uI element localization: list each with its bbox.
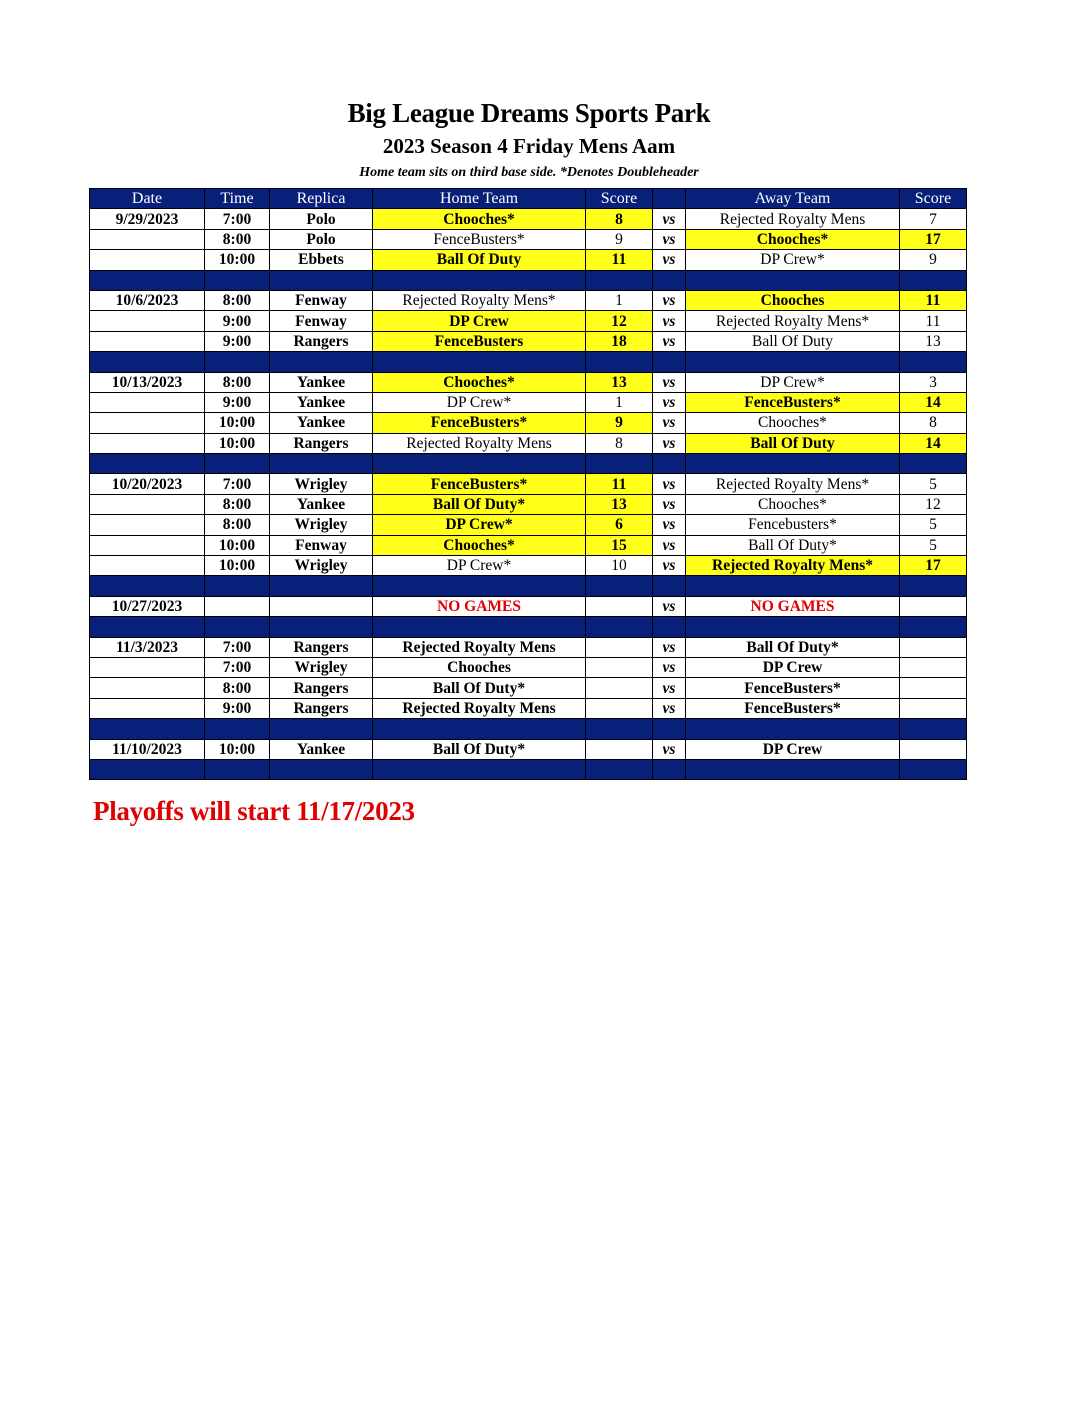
time-cell: 10:00: [205, 739, 270, 759]
header-row: [90, 189, 967, 209]
home-team-cell: Ball Of Duty*: [373, 678, 586, 698]
separator-cell: [900, 352, 967, 372]
away-team-cell: Chooches*: [686, 229, 900, 249]
time-cell: 10:00: [205, 535, 270, 555]
separator-cell: [586, 454, 653, 474]
time-cell: 9:00: [205, 698, 270, 718]
separator-cell: [373, 576, 586, 596]
separator-cell: [205, 719, 270, 739]
away-team-cell: NO GAMES: [686, 596, 900, 616]
game-row: [90, 698, 967, 718]
header-replica: Replica: [270, 189, 373, 209]
home-score-cell: 18: [586, 331, 653, 351]
separator-cell: [686, 617, 900, 637]
time-cell: 8:00: [205, 515, 270, 535]
home-team-cell: Chooches*: [373, 535, 586, 555]
home-score-cell: 11: [586, 250, 653, 270]
home-score-cell: 1: [586, 290, 653, 310]
time-cell: 7:00: [205, 637, 270, 657]
date-cell: 10/27/2023: [90, 596, 205, 616]
vs-cell: vs: [653, 290, 686, 310]
separator-row: [90, 454, 967, 474]
separator-cell: [90, 759, 205, 779]
home-score-cell: [586, 637, 653, 657]
time-cell: 7:00: [205, 209, 270, 229]
away-team-cell: Rejected Royalty Mens: [686, 209, 900, 229]
replica-cell: Wrigley: [270, 515, 373, 535]
time-cell: 7:00: [205, 657, 270, 677]
schedule-table: [89, 188, 967, 780]
vs-cell: vs: [653, 515, 686, 535]
time-cell: 9:00: [205, 311, 270, 331]
date-cell: [90, 229, 205, 249]
separator-cell: [586, 759, 653, 779]
separator-cell: [653, 352, 686, 372]
separator-cell: [90, 719, 205, 739]
away-score-cell: 3: [900, 372, 967, 392]
separator-cell: [270, 759, 373, 779]
away-team-cell: DP Crew: [686, 739, 900, 759]
separator-cell: [270, 454, 373, 474]
header-date: Date: [90, 189, 205, 209]
header-home-score: Score: [586, 189, 653, 209]
away-score-cell: 17: [900, 556, 967, 576]
game-row: [90, 331, 967, 351]
home-score-cell: [586, 678, 653, 698]
away-score-cell: 13: [900, 331, 967, 351]
away-score-cell: 5: [900, 535, 967, 555]
separator-cell: [205, 576, 270, 596]
game-row: [90, 413, 967, 433]
home-team-cell: FenceBusters*: [373, 229, 586, 249]
game-row: [90, 229, 967, 249]
game-row: [90, 209, 967, 229]
vs-cell: vs: [653, 494, 686, 514]
away-team-cell: Ball Of Duty: [686, 331, 900, 351]
replica-cell: Wrigley: [270, 556, 373, 576]
away-score-cell: 11: [900, 290, 967, 310]
replica-cell: Wrigley: [270, 657, 373, 677]
replica-cell: Wrigley: [270, 474, 373, 494]
separator-cell: [900, 719, 967, 739]
away-score-cell: 12: [900, 494, 967, 514]
replica-cell: Yankee: [270, 739, 373, 759]
vs-cell: vs: [653, 596, 686, 616]
vs-cell: vs: [653, 698, 686, 718]
separator-cell: [586, 576, 653, 596]
game-row: [90, 433, 967, 453]
away-score-cell: [900, 678, 967, 698]
game-row: [90, 392, 967, 412]
vs-cell: vs: [653, 209, 686, 229]
separator-row: [90, 617, 967, 637]
time-cell: 9:00: [205, 331, 270, 351]
game-row: [90, 474, 967, 494]
header-away-score: Score: [900, 189, 967, 209]
game-row: [90, 250, 967, 270]
away-team-cell: Fencebusters*: [686, 515, 900, 535]
time-cell: 8:00: [205, 290, 270, 310]
away-score-cell: 5: [900, 515, 967, 535]
away-score-cell: 17: [900, 229, 967, 249]
home-score-cell: 6: [586, 515, 653, 535]
date-cell: [90, 494, 205, 514]
vs-cell: vs: [653, 413, 686, 433]
separator-cell: [686, 576, 900, 596]
date-cell: [90, 250, 205, 270]
game-row: [90, 494, 967, 514]
schedule-note: Home team sits on third base side. *Denotes Doubleheader: [359, 165, 699, 180]
separator-row: [90, 759, 967, 779]
replica-cell: Yankee: [270, 494, 373, 514]
replica-cell: Fenway: [270, 311, 373, 331]
home-team-cell: Rejected Royalty Mens*: [373, 290, 586, 310]
home-team-cell: Chooches*: [373, 209, 586, 229]
home-team-cell: Rejected Royalty Mens: [373, 698, 586, 718]
date-cell: 10/6/2023: [90, 290, 205, 310]
home-score-cell: 9: [586, 413, 653, 433]
game-row: [90, 556, 967, 576]
date-cell: [90, 433, 205, 453]
home-score-cell: 13: [586, 494, 653, 514]
date-cell: [90, 311, 205, 331]
away-team-cell: Rejected Royalty Mens*: [686, 311, 900, 331]
vs-cell: vs: [653, 535, 686, 555]
away-team-cell: Rejected Royalty Mens*: [686, 556, 900, 576]
vs-cell: vs: [653, 474, 686, 494]
separator-cell: [373, 352, 586, 372]
separator-row: [90, 352, 967, 372]
away-score-cell: 14: [900, 433, 967, 453]
home-team-cell: Ball Of Duty*: [373, 494, 586, 514]
home-team-cell: DP Crew*: [373, 392, 586, 412]
separator-row: [90, 576, 967, 596]
game-row: [90, 372, 967, 392]
date-cell: [90, 392, 205, 412]
away-team-cell: Ball Of Duty*: [686, 535, 900, 555]
home-team-cell: NO GAMES: [373, 596, 586, 616]
date-cell: 9/29/2023: [90, 209, 205, 229]
date-cell: [90, 698, 205, 718]
replica-cell: Yankee: [270, 372, 373, 392]
home-team-cell: FenceBusters*: [373, 413, 586, 433]
time-cell: [205, 596, 270, 616]
home-team-cell: Chooches*: [373, 372, 586, 392]
away-score-cell: 5: [900, 474, 967, 494]
home-team-cell: DP Crew*: [373, 515, 586, 535]
replica-cell: Rangers: [270, 433, 373, 453]
away-team-cell: Chooches*: [686, 494, 900, 514]
vs-cell: vs: [653, 250, 686, 270]
game-row: [90, 678, 967, 698]
separator-cell: [900, 454, 967, 474]
vs-cell: vs: [653, 372, 686, 392]
replica-cell: Rangers: [270, 698, 373, 718]
page-subtitle: 2023 Season 4 Friday Mens Aam: [382, 134, 676, 158]
away-team-cell: DP Crew: [686, 657, 900, 677]
separator-cell: [90, 617, 205, 637]
separator-cell: [205, 352, 270, 372]
vs-cell: vs: [653, 678, 686, 698]
date-cell: [90, 678, 205, 698]
away-score-cell: 9: [900, 250, 967, 270]
replica-cell: Ebbets: [270, 250, 373, 270]
vs-cell: vs: [653, 657, 686, 677]
separator-cell: [686, 352, 900, 372]
separator-cell: [205, 270, 270, 290]
away-score-cell: [900, 739, 967, 759]
separator-cell: [586, 270, 653, 290]
replica-cell: Fenway: [270, 535, 373, 555]
home-team-cell: Ball Of Duty: [373, 250, 586, 270]
home-score-cell: [586, 596, 653, 616]
separator-cell: [653, 576, 686, 596]
separator-cell: [270, 617, 373, 637]
home-team-cell: DP Crew*: [373, 556, 586, 576]
away-team-cell: Chooches*: [686, 413, 900, 433]
separator-cell: [900, 617, 967, 637]
vs-cell: vs: [653, 739, 686, 759]
date-cell: [90, 556, 205, 576]
game-row: [90, 515, 967, 535]
away-score-cell: [900, 637, 967, 657]
date-cell: 10/13/2023: [90, 372, 205, 392]
home-score-cell: 11: [586, 474, 653, 494]
vs-cell: vs: [653, 433, 686, 453]
vs-cell: vs: [653, 556, 686, 576]
vs-cell: vs: [653, 311, 686, 331]
home-score-cell: 15: [586, 535, 653, 555]
time-cell: 8:00: [205, 678, 270, 698]
separator-cell: [373, 719, 586, 739]
separator-cell: [686, 719, 900, 739]
separator-cell: [653, 617, 686, 637]
game-row: [90, 535, 967, 555]
away-score-cell: 14: [900, 392, 967, 412]
away-score-cell: [900, 657, 967, 677]
away-team-cell: Ball Of Duty: [686, 433, 900, 453]
replica-cell: Fenway: [270, 290, 373, 310]
separator-cell: [653, 270, 686, 290]
separator-cell: [90, 352, 205, 372]
separator-cell: [270, 719, 373, 739]
time-cell: 9:00: [205, 392, 270, 412]
vs-cell: vs: [653, 331, 686, 351]
separator-row: [90, 719, 967, 739]
time-cell: 10:00: [205, 413, 270, 433]
game-row: [90, 290, 967, 310]
separator-cell: [90, 576, 205, 596]
away-score-cell: 11: [900, 311, 967, 331]
away-team-cell: DP Crew*: [686, 372, 900, 392]
header-away-team: Away Team: [686, 189, 900, 209]
time-cell: 8:00: [205, 372, 270, 392]
header-vs: [653, 189, 686, 209]
date-cell: 10/20/2023: [90, 474, 205, 494]
time-cell: 10:00: [205, 433, 270, 453]
separator-cell: [686, 270, 900, 290]
replica-cell: Yankee: [270, 392, 373, 412]
date-cell: 11/3/2023: [90, 637, 205, 657]
separator-cell: [586, 352, 653, 372]
game-row: [90, 739, 967, 759]
date-cell: [90, 535, 205, 555]
playoffs-notice: Playoffs will start 11/17/2023: [93, 796, 415, 826]
replica-cell: Rangers: [270, 637, 373, 657]
away-team-cell: Ball Of Duty*: [686, 637, 900, 657]
header-home-team: Home Team: [373, 189, 586, 209]
separator-cell: [586, 617, 653, 637]
away-team-cell: Chooches: [686, 290, 900, 310]
separator-cell: [900, 759, 967, 779]
home-score-cell: 12: [586, 311, 653, 331]
replica-cell: Polo: [270, 229, 373, 249]
separator-cell: [653, 759, 686, 779]
game-row: [90, 596, 967, 616]
home-team-cell: Rejected Royalty Mens: [373, 637, 586, 657]
separator-cell: [900, 270, 967, 290]
away-score-cell: 7: [900, 209, 967, 229]
page-title: Big League Dreams Sports Park: [347, 98, 711, 128]
home-team-cell: DP Crew: [373, 311, 586, 331]
home-team-cell: Ball Of Duty*: [373, 739, 586, 759]
game-row: [90, 637, 967, 657]
home-score-cell: 8: [586, 433, 653, 453]
replica-cell: Rangers: [270, 678, 373, 698]
time-cell: 10:00: [205, 556, 270, 576]
separator-cell: [653, 454, 686, 474]
time-cell: 10:00: [205, 250, 270, 270]
separator-cell: [653, 719, 686, 739]
home-team-cell: FenceBusters*: [373, 474, 586, 494]
away-team-cell: FenceBusters*: [686, 392, 900, 412]
date-cell: [90, 657, 205, 677]
home-score-cell: 13: [586, 372, 653, 392]
home-score-cell: 1: [586, 392, 653, 412]
separator-cell: [373, 759, 586, 779]
separator-cell: [686, 454, 900, 474]
replica-cell: [270, 596, 373, 616]
time-cell: 8:00: [205, 494, 270, 514]
separator-cell: [900, 576, 967, 596]
separator-cell: [270, 576, 373, 596]
time-cell: 8:00: [205, 229, 270, 249]
replica-cell: Rangers: [270, 331, 373, 351]
home-score-cell: 8: [586, 209, 653, 229]
home-score-cell: [586, 739, 653, 759]
separator-cell: [270, 270, 373, 290]
date-cell: [90, 515, 205, 535]
separator-cell: [586, 719, 653, 739]
home-team-cell: Chooches: [373, 657, 586, 677]
separator-cell: [373, 617, 586, 637]
separator-cell: [205, 617, 270, 637]
away-team-cell: Rejected Royalty Mens*: [686, 474, 900, 494]
separator-cell: [205, 454, 270, 474]
separator-cell: [686, 759, 900, 779]
replica-cell: Polo: [270, 209, 373, 229]
away-score-cell: [900, 698, 967, 718]
game-row: [90, 657, 967, 677]
vs-cell: vs: [653, 229, 686, 249]
separator-cell: [90, 454, 205, 474]
home-score-cell: [586, 698, 653, 718]
home-score-cell: 10: [586, 556, 653, 576]
vs-cell: vs: [653, 392, 686, 412]
separator-row: [90, 270, 967, 290]
header-time: Time: [205, 189, 270, 209]
away-team-cell: DP Crew*: [686, 250, 900, 270]
away-score-cell: [900, 596, 967, 616]
away-team-cell: FenceBusters*: [686, 678, 900, 698]
date-cell: [90, 413, 205, 433]
time-cell: 7:00: [205, 474, 270, 494]
home-team-cell: FenceBusters: [373, 331, 586, 351]
separator-cell: [373, 454, 586, 474]
home-score-cell: [586, 657, 653, 677]
date-cell: 11/10/2023: [90, 739, 205, 759]
home-team-cell: Rejected Royalty Mens: [373, 433, 586, 453]
game-row: [90, 311, 967, 331]
date-cell: [90, 331, 205, 351]
separator-cell: [373, 270, 586, 290]
away-team-cell: FenceBusters*: [686, 698, 900, 718]
separator-cell: [205, 759, 270, 779]
separator-cell: [90, 270, 205, 290]
replica-cell: Yankee: [270, 413, 373, 433]
away-score-cell: 8: [900, 413, 967, 433]
home-score-cell: 9: [586, 229, 653, 249]
separator-cell: [270, 352, 373, 372]
vs-cell: vs: [653, 637, 686, 657]
